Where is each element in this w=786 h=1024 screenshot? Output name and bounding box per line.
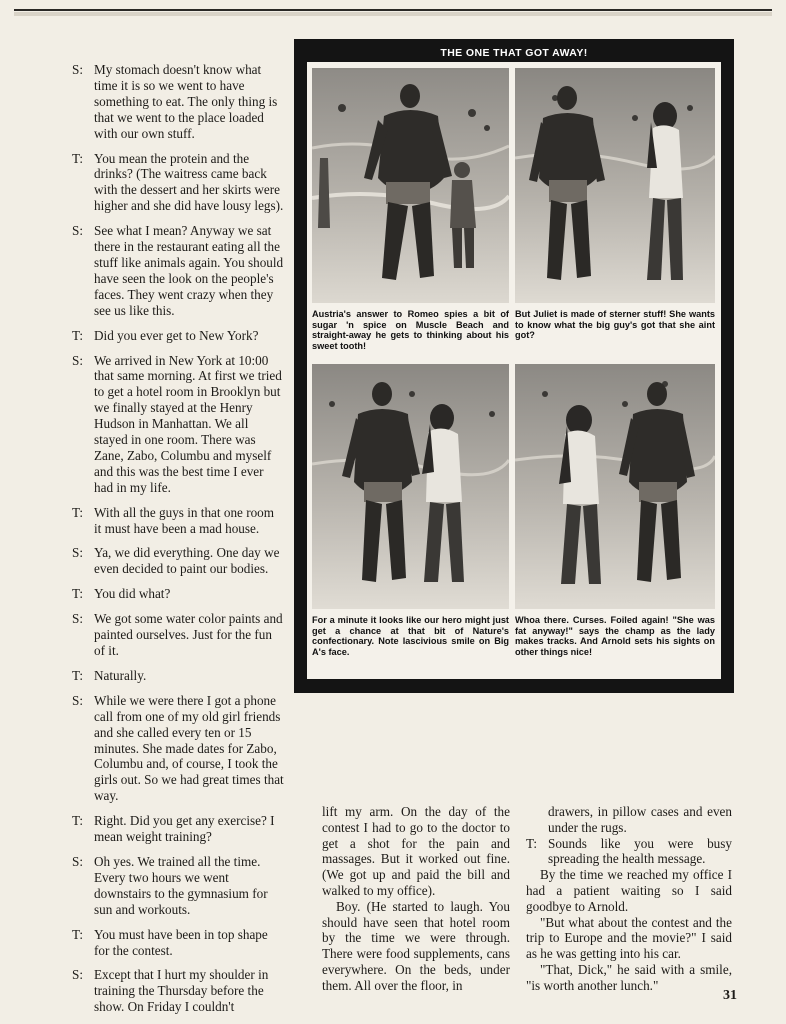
- photo-caption: Whoa there. Curses. Foiled again! "She was fat anyway!" says the champ as the lady makes tracks. And Arnold sets his sights on other things nice!: [515, 615, 715, 657]
- qa-text: Ya, we did everything. One day we even decided to paint our bodies.: [94, 545, 280, 577]
- photo-sidebar: [294, 39, 734, 693]
- qa-text: Except that I hurt my shoulder in training the Thursday before the show. On Friday I couldn't: [94, 967, 269, 1015]
- qa-text: Did you ever get to New York?: [94, 327, 259, 343]
- qa-text: We got some water color paints and painted ourselves. Just for the fun of it.: [94, 611, 283, 658]
- qa-item: [72, 611, 284, 659]
- photo-caption: But Juliet is made of sterner stuff! She wants to know what the big guy's got that she aint got?: [515, 309, 715, 341]
- qa-text: You must have been in top shape for the contest.: [94, 926, 268, 958]
- qa-item: [72, 353, 284, 496]
- qa-text: With all the guys in that one room it must have been a mad house.: [94, 504, 275, 536]
- right-column: [526, 804, 732, 994]
- qa-item: [72, 328, 284, 344]
- speaker-label: T:: [72, 926, 84, 942]
- qa-item: [72, 854, 284, 918]
- speaker-label: T:: [72, 504, 84, 520]
- qa-text: While we were there I got a phone call from one of my old girl friends and she called every ten or 15 minutes. She made dates for Zabo, Columbu and, of course, I took the girls out. So we had great times that way.: [94, 692, 284, 804]
- speaker-label: S:: [72, 62, 83, 77]
- qa-text: You did what?: [94, 586, 171, 602]
- body-paragraph: lift my arm. On the day of the contest I had to go to the doctor to get a shot for the pain and massages. But it worked out fine. (We got up and paid the bill and walked to my office).: [322, 804, 510, 898]
- photo-panel: [307, 62, 721, 679]
- body-paragraph: "But what about the contest and the trip to Europe and the movie?" I said as he was getting into his car.: [526, 914, 732, 962]
- speaker-label: S:: [72, 611, 83, 627]
- speaker-label: S:: [72, 352, 83, 368]
- qa-text: We arrived in New York at 10:00 that same morning. At first we tried to get a hotel room in Brooklyn but we finally stayed at the Henry Hudson in Manhattan. We all stayed in one room. There was Zane, Zabo, Columbu and myself and this was the best time I ever had in my life.: [94, 352, 282, 495]
- body-paragraph: drawers, in pillow cases and even under the rugs.: [548, 804, 732, 835]
- speaker-label: T:: [526, 835, 538, 851]
- speaker-label: T:: [72, 586, 84, 602]
- photo-caption: For a minute it looks like our hero might just get a chance at that bit of Nature's confectionary. Note lascivious smile on Big A's face.: [312, 615, 509, 657]
- qa-item: [72, 223, 284, 318]
- qa-item: [72, 693, 284, 804]
- qa-text: You mean the protein and the drinks? (The waitress came back with the dessert and her skirts were higher and she did have lousy legs).: [94, 150, 284, 214]
- page-number: 31: [723, 988, 737, 1003]
- qa-item: [526, 836, 732, 868]
- top-rule: [14, 9, 772, 11]
- beach-photo-2: [515, 68, 715, 303]
- qa-item: [72, 586, 284, 602]
- body-paragraph: Boy. (He started to laugh. You should have seen that hotel room by the time we were through. There were food supplements, cans everywhere. On the beds, under them. All over the floor, in: [322, 898, 510, 993]
- qa-item: [72, 813, 284, 845]
- qa-text: My stomach doesn't know what time it is so we went to have something to eat. The only thing is that we went to the place loaded with our own stuff.: [94, 62, 278, 141]
- interview-column: [72, 62, 284, 1024]
- speaker-label: T:: [72, 813, 84, 829]
- qa-item: [72, 927, 284, 959]
- middle-column: [322, 804, 510, 994]
- bleed-through-strip: [14, 12, 772, 16]
- beach-photo-1: [312, 68, 509, 303]
- speaker-label: T:: [72, 667, 84, 683]
- body-paragraph: "That, Dick," he said with a smile, "is worth another lunch.": [526, 961, 732, 993]
- qa-item: [72, 668, 284, 684]
- qa-text: Sounds like you were busy spreading the health message.: [548, 835, 732, 867]
- qa-item: [72, 545, 284, 577]
- qa-text: Naturally.: [94, 667, 147, 683]
- qa-item: [72, 967, 284, 1015]
- speaker-label: T:: [72, 327, 84, 343]
- speaker-label: S:: [72, 967, 83, 983]
- speaker-label: S:: [72, 692, 83, 708]
- body-paragraph: By the time we reached my office I had a patient waiting so I said goodbye to Arnold.: [526, 867, 732, 914]
- qa-text: Oh yes. We trained all the time. Every two hours we went downstairs to the gymnasium for sun and workouts.: [94, 853, 268, 917]
- sidebar-title: THE ONE THAT GOT AWAY!: [440, 47, 588, 59]
- speaker-label: S:: [72, 853, 83, 869]
- beach-photo-4: [515, 364, 715, 609]
- qa-text: See what I mean? Anyway we sat there in the restaurant eating all the stuff like animals again. You should have seen the look on the people's faces. They went crazy when they see us like this.: [94, 223, 284, 318]
- photo-caption: Austria's answer to Romeo spies a bit of sugar 'n spice on Muscle Beach and straight-away he gets to thinking about his sweet tooth!: [312, 309, 509, 351]
- qa-item: [72, 151, 284, 215]
- speaker-label: S:: [72, 223, 83, 239]
- speaker-label: T:: [72, 150, 84, 166]
- beach-photo-3: [312, 364, 509, 609]
- qa-item: [72, 62, 284, 142]
- qa-text: Right. Did you get any exercise? I mean weight training?: [94, 813, 275, 845]
- speaker-label: S:: [72, 545, 83, 561]
- qa-item: [72, 505, 284, 537]
